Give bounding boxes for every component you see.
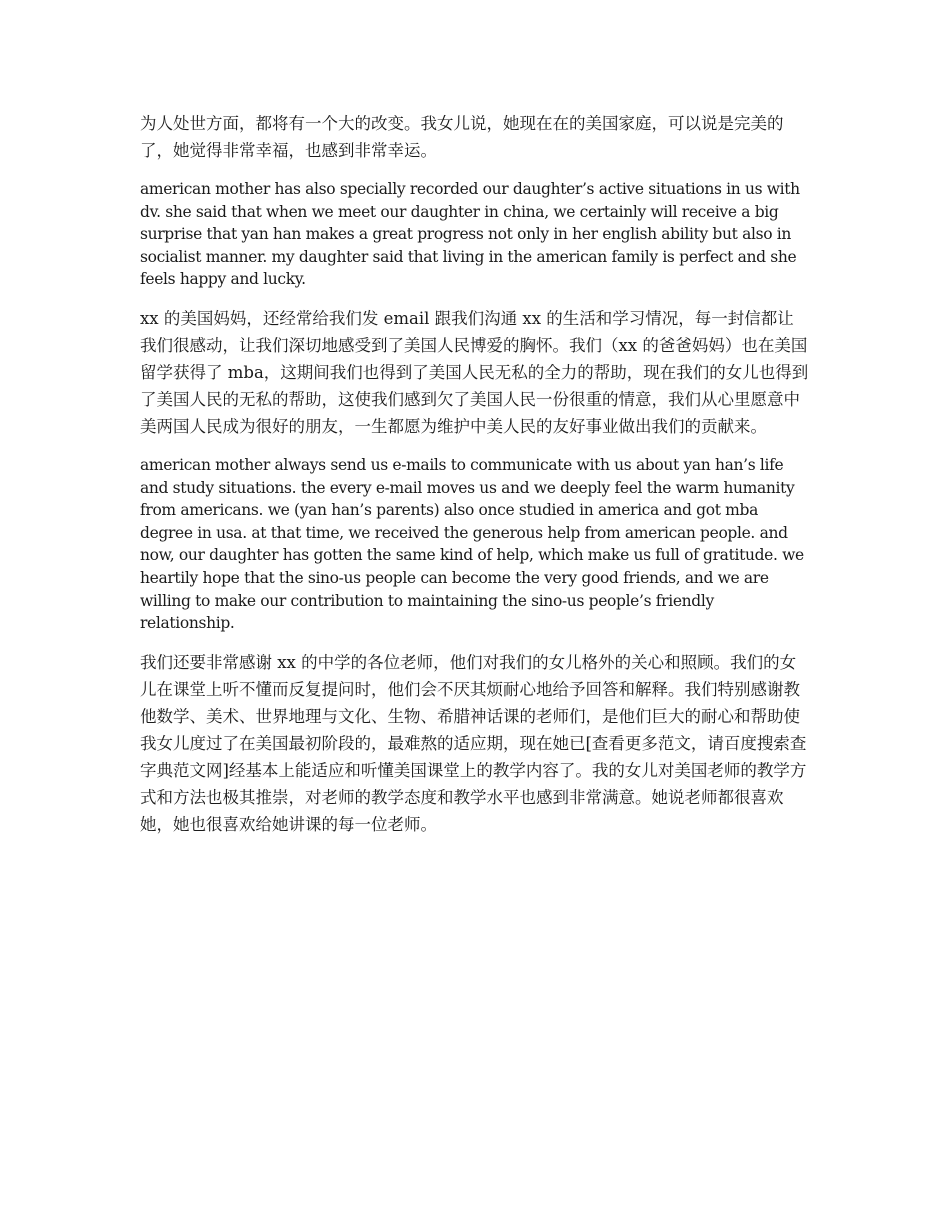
document-body [140,110,810,852]
paragraph-zh-1: 为人处世方面，都将有一个大的改变。我女儿说，她现在在的美国家庭，可以说是完美的了，她觉得非常幸福，也感到非常幸运。 [140,114,784,160]
paragraph-en-2: american mother always send us e-mails to communicate with us about yan han’s life and study situations. the every e-mail moves us and we deeply feel the warm humanity from americans. we (yan han’s parents) also once studied in america and got mba degree in usa. at that time, we received the generous help from american people. and now, our daughter has gotten the same kind of help, which make us full of gratitude. we heartily hope that the sino-us people can become the very good friends, and we are willing to make our contribution to maintaining the sino-us people’s friendly relationship. [140,455,804,633]
paragraph-zh-3: 我们还要非常感谢 xx 的中学的各位老师，他们对我们的女儿格外的关心和照顾。我们的女儿在课堂上听不懂而反复提问时，他们会不厌其烦耐心地给予回答和解释。我们特别感谢教他数学、美术、世界地理与文化、生物、希腊神话课的老师们，是他们巨大的耐心和帮助使我女儿度过了在美国最初阶段的，最难熬的适应期，现在她已[查看更多范文，请百度搜索查字典范文网]经基本上能适应和听懂美国课堂上的教学内容了。我的女儿对美国老师的教学方式和方法也极其推崇，对老师的教学态度和教学水平也感到非常满意。她说老师都很喜欢她，她也很喜欢给她讲课的每一位老师。 [140,652,807,834]
paragraph-zh-2: xx 的美国妈妈，还经常给我们发 email 跟我们沟通 xx 的生活和学习情况，每一封信都让我们很感动，让我们深切地感受到了美国人民博爱的胸怀。我们（xx 的爸爸妈妈）也在美国留学获得了 mba，这期间我们也得到了美国人民无私的全力的帮助，现在我们的女儿也得到了美国人民的无私的帮助，这使我们感到欠了美国人民一份很重的情意，我们从心里愿意中美两国人民成为很好的朋友，一生都愿为维护中美人民的友好事业做出我们的贡献来。 [140,308,809,436]
paragraph-en-1: american mother has also specially recorded our daughter’s active situations in us with dv. she said that when we meet our daughter in china, we certainly will receive a big surprise that yan han makes a great progress not only in her english ability but also in socialist manner. my daughter said that living in the american family is perfect and she feels happy and lucky. [140,180,800,289]
